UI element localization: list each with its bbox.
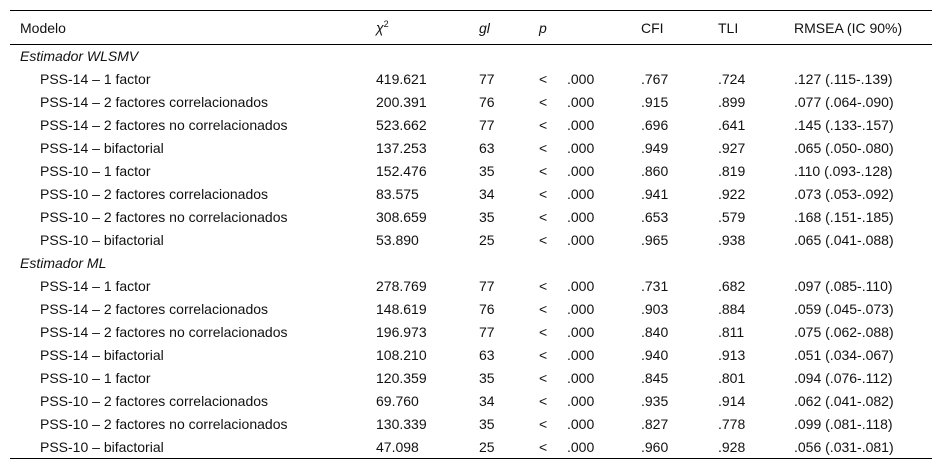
header-gl: gl bbox=[479, 11, 539, 45]
header-chi-symbol: χ bbox=[376, 19, 384, 36]
cell-chi: 69.760 bbox=[376, 393, 419, 409]
cell-tli: .682 bbox=[718, 278, 746, 294]
cell-p: .000 bbox=[567, 393, 595, 409]
cell-cfi: .696 bbox=[641, 117, 669, 133]
table-row bbox=[10, 137, 932, 160]
cell-model: PSS-10 – 2 factores correlacionados bbox=[40, 393, 269, 409]
cell-p: .000 bbox=[567, 117, 595, 133]
header-chi-exponent: 2 bbox=[383, 19, 389, 30]
cell-model: PSS-10 – 2 factores no correlacionados bbox=[40, 416, 288, 432]
table-row bbox=[10, 114, 932, 137]
table-row bbox=[10, 183, 932, 206]
cell-gl: 35 bbox=[479, 416, 495, 432]
cell-cfi: .903 bbox=[641, 301, 669, 317]
cell-rmsea: .094 (.076-.112) bbox=[794, 370, 893, 386]
cell-chi: 308.659 bbox=[376, 209, 427, 225]
cell-cfi: .949 bbox=[641, 140, 669, 156]
table-row bbox=[10, 367, 932, 390]
cell-tli: .778 bbox=[718, 416, 746, 432]
cell-gl: 77 bbox=[479, 324, 495, 340]
cell-gl: 76 bbox=[479, 301, 495, 317]
cell-lt: < bbox=[539, 186, 548, 202]
cell-rmsea: .145 (.133-.157) bbox=[794, 117, 894, 133]
header-p-spacer bbox=[567, 11, 641, 45]
cell-chi: 83.575 bbox=[376, 186, 419, 202]
cell-lt: < bbox=[539, 94, 548, 110]
cell-cfi: .731 bbox=[641, 278, 669, 294]
cell-lt: < bbox=[539, 209, 548, 225]
cell-gl: 63 bbox=[479, 347, 495, 363]
table-row bbox=[10, 275, 932, 298]
cell-cfi: .940 bbox=[641, 347, 669, 363]
cell-gl: 35 bbox=[479, 163, 495, 179]
cell-chi: 120.359 bbox=[376, 370, 427, 386]
cell-tli: .913 bbox=[718, 347, 746, 363]
table-row bbox=[10, 229, 932, 252]
cell-p: .000 bbox=[567, 301, 595, 317]
cell-model: PSS-14 – 2 factores correlacionados bbox=[40, 301, 269, 317]
cell-lt: < bbox=[539, 347, 548, 363]
cell-model: PSS-14 – 2 factores no correlacionados bbox=[40, 117, 288, 133]
cell-p: .000 bbox=[567, 347, 595, 363]
cell-gl: 34 bbox=[479, 393, 495, 409]
cell-rmsea: .099 (.081-.118) bbox=[794, 416, 893, 432]
cell-chi: 130.339 bbox=[376, 416, 427, 432]
cell-p: .000 bbox=[567, 209, 595, 225]
cell-chi: 278.769 bbox=[376, 278, 427, 294]
cell-cfi: .960 bbox=[641, 436, 718, 459]
cell-chi: 523.662 bbox=[376, 117, 427, 133]
header-tli: TLI bbox=[718, 11, 794, 45]
cell-p: .000 bbox=[567, 71, 595, 87]
cell-tli: .819 bbox=[718, 163, 746, 179]
header-modelo: Modelo bbox=[10, 11, 376, 45]
cell-tli: .928 bbox=[718, 436, 794, 459]
group-label: Estimador WLSMV bbox=[20, 48, 139, 65]
cell-rmsea: .062 (.041-.082) bbox=[794, 393, 894, 409]
table-row bbox=[10, 206, 932, 229]
header-rmsea: RMSEA (IC 90%) bbox=[794, 11, 932, 45]
cell-cfi: .860 bbox=[641, 163, 669, 179]
group-row bbox=[10, 252, 932, 275]
cell-p: .000 bbox=[567, 278, 595, 294]
cell-tli: .899 bbox=[718, 94, 746, 110]
cell-rmsea: .065 (.041-.088) bbox=[794, 232, 894, 248]
cell-chi: 108.210 bbox=[376, 347, 427, 363]
cell-lt: < bbox=[539, 232, 548, 248]
cell-p: .000 bbox=[567, 94, 595, 110]
cell-cfi: .941 bbox=[641, 186, 669, 202]
cell-tli: .914 bbox=[718, 393, 746, 409]
cell-rmsea: .065 (.050-.080) bbox=[794, 140, 894, 156]
cell-lt: < bbox=[539, 393, 548, 409]
table-row bbox=[10, 390, 932, 413]
cell-tli: .579 bbox=[718, 209, 746, 225]
cell-lt: < bbox=[539, 140, 548, 156]
cell-chi: 47.098 bbox=[376, 436, 479, 459]
cell-rmsea: .075 (.062-.088) bbox=[794, 324, 894, 340]
fit-indices-table bbox=[10, 10, 932, 459]
group-label: Estimador ML bbox=[20, 255, 107, 271]
cell-gl: 35 bbox=[479, 370, 495, 386]
cell-model: PSS-10 – 2 factores correlacionados bbox=[40, 186, 269, 202]
cell-rmsea: .059 (.045-.073) bbox=[794, 301, 894, 317]
cell-lt: < bbox=[539, 71, 548, 87]
cell-chi: 137.253 bbox=[376, 140, 427, 156]
table-row bbox=[10, 298, 932, 321]
cell-lt: < bbox=[539, 278, 548, 294]
cell-chi: 196.973 bbox=[376, 324, 427, 340]
table-row bbox=[10, 344, 932, 367]
cell-chi: 53.890 bbox=[376, 232, 419, 248]
cell-tli: .884 bbox=[718, 301, 746, 317]
cell-cfi: .653 bbox=[641, 209, 669, 225]
table-row bbox=[10, 436, 932, 459]
cell-tli: .927 bbox=[718, 140, 746, 156]
table-header bbox=[10, 11, 932, 45]
cell-p: .000 bbox=[567, 140, 595, 156]
cell-p: .000 bbox=[567, 163, 595, 179]
cell-cfi: .915 bbox=[641, 94, 669, 110]
cell-model: PSS-14 – bifactorial bbox=[40, 140, 164, 156]
table-row bbox=[10, 160, 932, 183]
cell-p: .000 bbox=[567, 370, 595, 386]
cell-tli: .922 bbox=[718, 186, 746, 202]
table-row bbox=[10, 68, 932, 91]
cell-model: PSS-10 – bifactorial bbox=[40, 232, 164, 248]
cell-chi: 148.619 bbox=[376, 301, 427, 317]
cell-gl: 25 bbox=[479, 232, 495, 248]
cell-lt: < bbox=[539, 117, 548, 133]
cell-cfi: .840 bbox=[641, 324, 669, 340]
cell-rmsea: .110 (.093-.128) bbox=[794, 163, 893, 179]
cell-rmsea: .073 (.053-.092) bbox=[794, 186, 894, 202]
cell-lt: < bbox=[539, 416, 548, 432]
cell-tli: .811 bbox=[718, 324, 745, 340]
cell-rmsea: .077 (.064-.090) bbox=[794, 94, 894, 110]
cell-cfi: .935 bbox=[641, 393, 669, 409]
cell-chi: 152.476 bbox=[376, 163, 427, 179]
cell-p: .000 bbox=[567, 232, 595, 248]
cell-lt: < bbox=[539, 163, 548, 179]
cell-rmsea: .127 (.115-.139) bbox=[794, 71, 893, 87]
cell-model: PSS-14 – bifactorial bbox=[40, 347, 164, 363]
header-p: p bbox=[539, 11, 567, 45]
cell-tli: .724 bbox=[718, 71, 746, 87]
group-row bbox=[10, 45, 932, 68]
cell-cfi: .965 bbox=[641, 232, 669, 248]
table-row bbox=[10, 91, 932, 114]
table-row bbox=[10, 321, 932, 344]
cell-rmsea: .168 (.151-.185) bbox=[794, 209, 894, 225]
cell-model: PSS-10 – 2 factores no correlacionados bbox=[40, 209, 288, 225]
cell-p: .000 bbox=[567, 324, 595, 340]
cell-lt: < bbox=[539, 436, 567, 459]
cell-lt: < bbox=[539, 301, 548, 317]
cell-model: PSS-14 – 2 factores no correlacionados bbox=[40, 324, 288, 340]
cell-gl: 77 bbox=[479, 117, 495, 133]
cell-gl: 34 bbox=[479, 186, 495, 202]
cell-gl: 63 bbox=[479, 140, 495, 156]
cell-rmsea: .056 (.031-.081) bbox=[794, 436, 932, 459]
cell-model: PSS-10 – bifactorial bbox=[10, 436, 376, 459]
cell-gl: 77 bbox=[479, 278, 495, 294]
table-row bbox=[10, 413, 932, 436]
header-cfi: CFI bbox=[641, 11, 718, 45]
cell-gl: 76 bbox=[479, 94, 495, 110]
cell-model: PSS-14 – 1 factor bbox=[40, 278, 151, 294]
header-chi-square bbox=[376, 11, 479, 45]
cell-tli: .801 bbox=[718, 370, 746, 386]
cell-tli: .641 bbox=[718, 117, 746, 133]
cell-cfi: .767 bbox=[641, 71, 669, 87]
cell-p: .000 bbox=[567, 186, 595, 202]
cell-lt: < bbox=[539, 324, 548, 340]
cell-gl: 77 bbox=[479, 71, 495, 87]
cell-lt: < bbox=[539, 370, 548, 386]
table-body bbox=[10, 45, 932, 459]
cell-chi: 419.621 bbox=[376, 71, 427, 87]
cell-p: .000 bbox=[567, 416, 595, 432]
cell-chi: 200.391 bbox=[376, 94, 427, 110]
cell-model: PSS-14 – 1 factor bbox=[40, 71, 151, 87]
cell-model: PSS-10 – 1 factor bbox=[40, 370, 151, 386]
header-row bbox=[10, 11, 932, 45]
cell-gl: 35 bbox=[479, 209, 495, 225]
cell-cfi: .845 bbox=[641, 370, 669, 386]
cell-rmsea: .051 (.034-.067) bbox=[794, 347, 894, 363]
cell-p: .000 bbox=[567, 436, 641, 459]
cell-gl: 25 bbox=[479, 436, 539, 459]
cell-model: PSS-10 – 1 factor bbox=[40, 163, 151, 179]
cell-model: PSS-14 – 2 factores correlacionados bbox=[40, 94, 269, 110]
cell-cfi: .827 bbox=[641, 416, 669, 432]
cell-tli: .938 bbox=[718, 232, 746, 248]
cell-rmsea: .097 (.085-.110) bbox=[794, 278, 893, 294]
